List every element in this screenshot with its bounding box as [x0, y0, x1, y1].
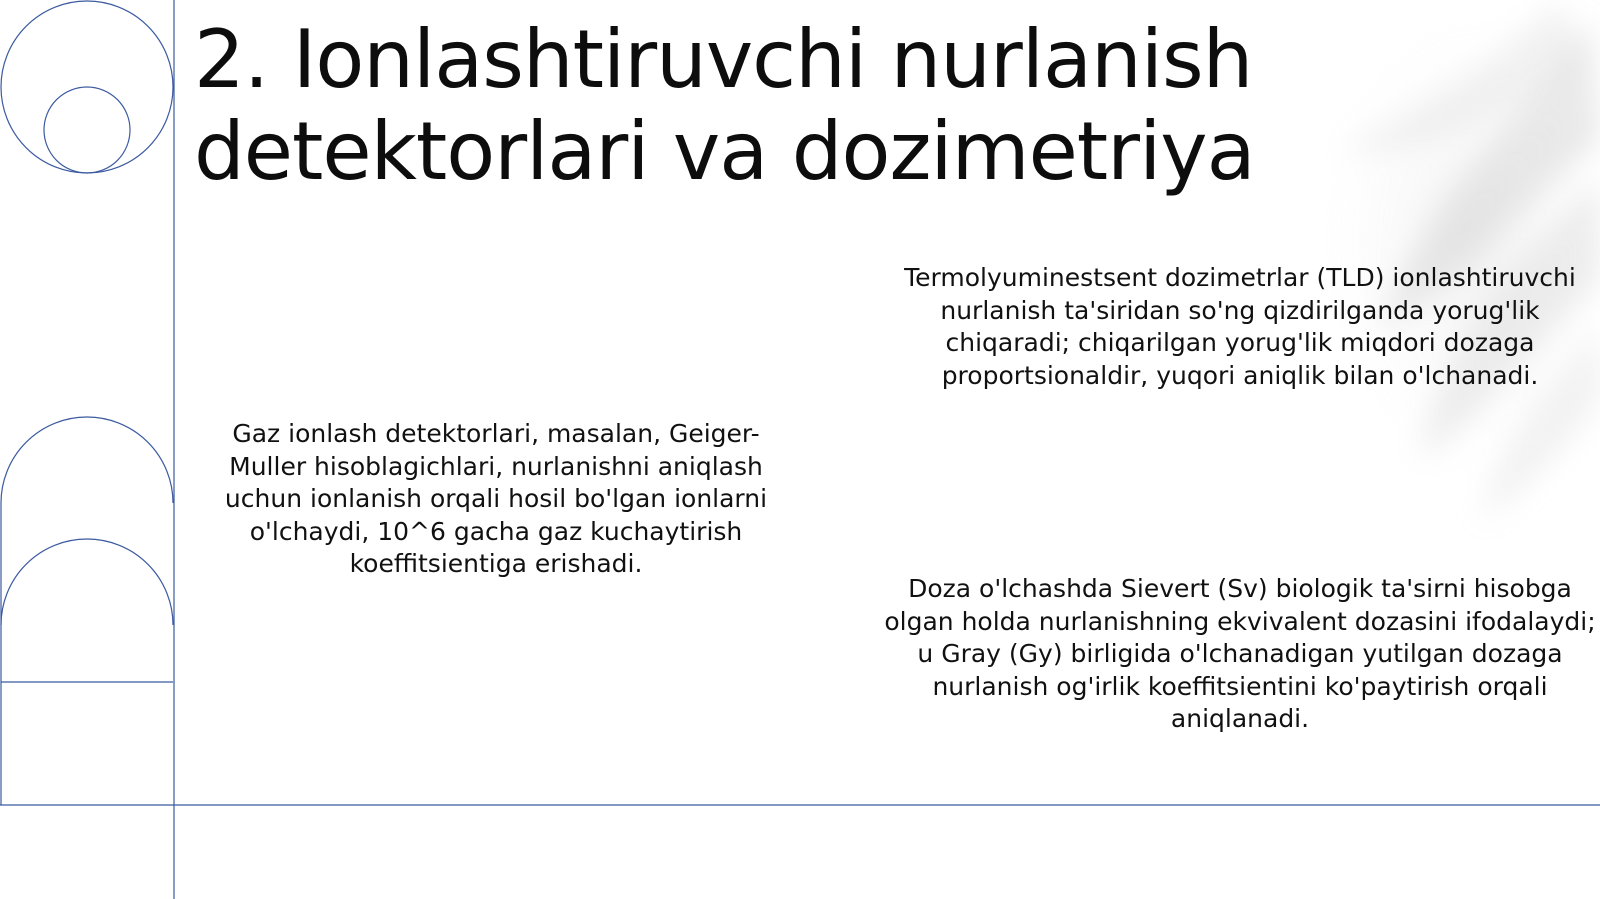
sievert-dose-paragraph: Doza o'lchashda Sievert (Sv) biologik ta'sirni hisobga olgan holda nurlanishning ekvivalent dozasini ifodalaydi; u Gray (Gy) birligida o'lchanadigan yutilgan dozaga nurlanish og'irlik koeffitsientini ko'paytirish orqali aniqlanadi. [884, 574, 1596, 733]
slide-title [194, 14, 1494, 198]
upper-arch-outline [1, 417, 173, 503]
lower-arch-outline [1, 539, 173, 625]
gas-detector-paragraph: Gaz ionlash detektorlari, masalan, Geiger-Muller hisoblagichlari, nurlanishni aniqlash uchun ionlanish orqali hosil bo'lgan ionlarni o'lchaydi, 10^6 gacha gaz kuchaytirish koeffitsientiga erishadi. [224, 419, 768, 578]
slide-title-line-2: detektorlari va dozimetriya [194, 105, 1255, 198]
slide-title-line-1: 2. Ionlashtiruvchi nurlanish [194, 13, 1253, 106]
tld-paragraph: Termolyuminestsent dozimetrlar (TLD) ionlashtiruvchi nurlanish ta'siridan so'ng qizdirilganda yorug'lik chiqaradi; chiqarilgan yorug'lik miqdori dozaga proportsionaldir, yuqori aniqlik bilan o'lchanadi. [904, 263, 1576, 390]
small-circle-outline [44, 87, 130, 173]
